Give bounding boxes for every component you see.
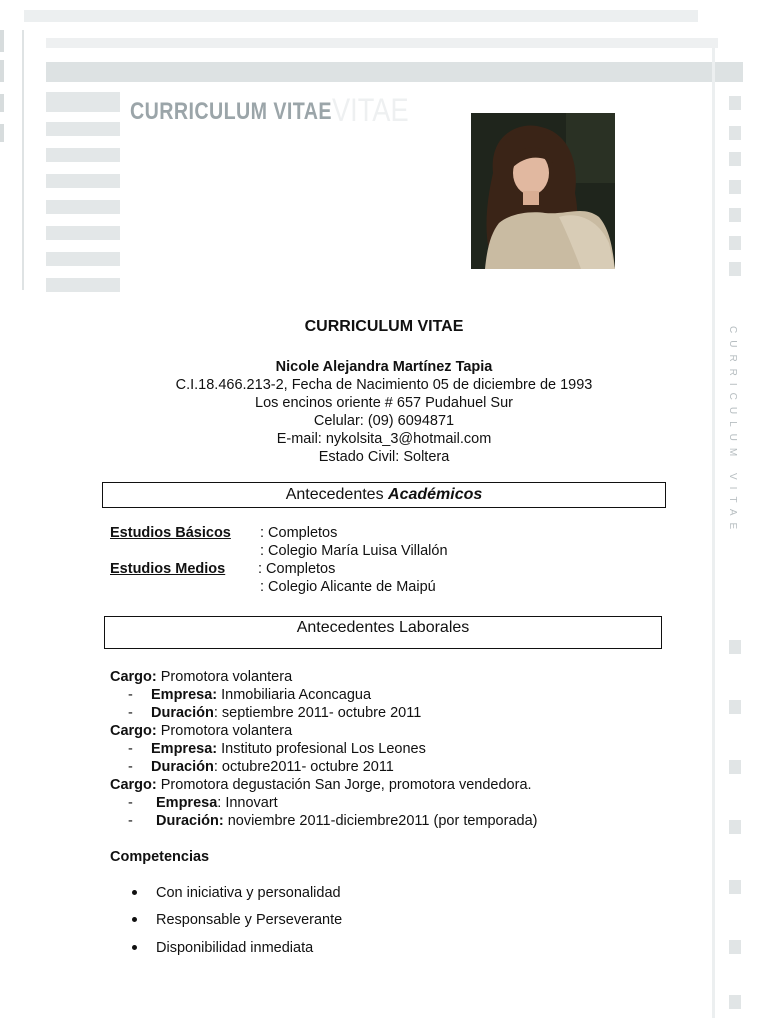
dash: - bbox=[128, 813, 133, 829]
dash: - bbox=[128, 687, 133, 703]
right-deco-square bbox=[729, 700, 741, 714]
left-deco-block bbox=[46, 174, 120, 188]
job-1-empresa bbox=[151, 686, 371, 704]
email-line: E-mail: nykolsita_3@hotmail.com bbox=[276, 431, 492, 447]
bullet-icon bbox=[132, 890, 137, 895]
cargo-label: Cargo: bbox=[110, 723, 157, 739]
cv-title: CURRICULUM VITAE bbox=[304, 318, 464, 335]
address-line: Los encinos oriente # 657 Pudahuel Sur bbox=[255, 395, 513, 411]
job-3-empresa bbox=[156, 794, 278, 812]
id-birth-line: C.I.18.466.213-2, Fecha de Nacimiento 05 de diciembre de 1993 bbox=[175, 377, 593, 393]
estudios-basicos-value-1: : Completos bbox=[260, 525, 338, 541]
profile-photo bbox=[471, 113, 615, 269]
empresa-label: Empresa bbox=[156, 795, 218, 811]
empresa-value: : Innovart bbox=[217, 795, 278, 811]
header-title: CURRICULUM VITAE bbox=[130, 98, 332, 125]
left-edge-tick bbox=[0, 60, 4, 82]
skill-item: Disponibilidad inmediata bbox=[156, 940, 314, 956]
dash: - bbox=[128, 741, 133, 757]
bullet-icon bbox=[132, 917, 137, 922]
empresa-label: Empresa: bbox=[151, 741, 218, 757]
empresa-value: Instituto profesional Los Leones bbox=[217, 741, 426, 757]
right-deco-line bbox=[712, 48, 715, 1018]
side-vertical-text: CURRICULUM VITAE bbox=[727, 326, 738, 537]
academic-heading-italic: Académicos bbox=[388, 486, 483, 503]
job-2-empresa bbox=[151, 740, 426, 758]
left-deco-block bbox=[46, 278, 120, 292]
duracion-value: : septiembre 2011- octubre 2011 bbox=[213, 705, 422, 721]
skills-heading: Competencias bbox=[110, 849, 210, 865]
right-deco-square bbox=[729, 152, 741, 166]
dash: - bbox=[128, 759, 133, 775]
empresa-label: Empresa: bbox=[151, 687, 218, 703]
civil-status-line: Estado Civil: Soltera bbox=[318, 449, 450, 465]
right-deco-square bbox=[729, 640, 741, 654]
left-edge-line bbox=[22, 30, 24, 290]
cargo-value: Promotora volantera bbox=[156, 723, 293, 739]
top-band-thin bbox=[24, 10, 698, 22]
right-deco-square bbox=[729, 940, 741, 954]
job-1-duracion bbox=[151, 704, 421, 722]
right-deco-square bbox=[729, 236, 741, 250]
job-3-cargo bbox=[110, 776, 532, 794]
duracion-value: noviembre 2011-diciembre2011 (por temporada) bbox=[223, 813, 538, 829]
top-band-light bbox=[46, 38, 718, 48]
left-edge-tick bbox=[0, 30, 4, 52]
duracion-label: Duración bbox=[151, 759, 214, 775]
header-ghost-text: VITAE bbox=[332, 92, 409, 128]
duracion-value: : octubre2011- octubre 2011 bbox=[213, 759, 394, 775]
estudios-medios-value-1: : Completos bbox=[258, 561, 336, 577]
job-3-duracion bbox=[156, 812, 537, 830]
empresa-value: Inmobiliaria Aconcagua bbox=[217, 687, 372, 703]
job-2-cargo bbox=[110, 722, 292, 740]
portrait-image bbox=[471, 113, 615, 269]
right-deco-square bbox=[729, 208, 741, 222]
work-heading: Antecedentes Laborales bbox=[296, 619, 470, 636]
right-deco-square bbox=[729, 880, 741, 894]
academic-heading-box bbox=[102, 482, 666, 508]
job-2-duracion bbox=[151, 758, 394, 776]
job-1-cargo bbox=[110, 668, 292, 686]
estudios-basicos-value-2: : Colegio María Luisa Villalón bbox=[260, 543, 448, 559]
left-edge-tick bbox=[0, 94, 4, 112]
left-deco-block bbox=[46, 252, 120, 266]
cargo-value: Promotora volantera bbox=[156, 669, 293, 685]
duracion-label: Duración: bbox=[156, 813, 224, 829]
right-deco-square bbox=[729, 995, 741, 1009]
academic-heading-plain: Antecedentes bbox=[285, 486, 389, 503]
phone-line: Celular: (09) 6094871 bbox=[313, 413, 455, 429]
skill-item: Responsable y Perseverante bbox=[156, 912, 343, 928]
bullet-icon bbox=[132, 945, 137, 950]
right-deco-square bbox=[729, 262, 741, 276]
left-deco-block bbox=[46, 148, 120, 162]
skill-item: Con iniciativa y personalidad bbox=[156, 885, 341, 901]
left-edge-tick bbox=[0, 124, 4, 142]
left-deco-block bbox=[46, 92, 120, 112]
right-deco-square bbox=[729, 760, 741, 774]
cargo-value: Promotora degustación San Jorge, promotora vendedora. bbox=[156, 777, 532, 793]
estudios-medios-label: Estudios Medios bbox=[110, 561, 226, 577]
cargo-label: Cargo: bbox=[110, 669, 157, 685]
duracion-label: Duración bbox=[151, 705, 214, 721]
work-heading-box bbox=[104, 616, 662, 649]
cargo-label: Cargo: bbox=[110, 777, 157, 793]
right-deco-square bbox=[729, 126, 741, 140]
estudios-medios-value-2: : Colegio Alicante de Maipú bbox=[260, 579, 436, 595]
left-deco-block bbox=[46, 226, 120, 240]
estudios-basicos-label: Estudios Básicos bbox=[110, 525, 231, 541]
dash: - bbox=[128, 705, 133, 721]
left-deco-block bbox=[46, 122, 120, 136]
right-deco-square bbox=[729, 180, 741, 194]
left-deco-block bbox=[46, 200, 120, 214]
dash: - bbox=[128, 795, 133, 811]
top-band bbox=[46, 62, 743, 82]
right-deco-square bbox=[729, 820, 741, 834]
person-name: Nicole Alejandra Martínez Tapia bbox=[275, 359, 493, 375]
right-deco-square bbox=[729, 96, 741, 110]
